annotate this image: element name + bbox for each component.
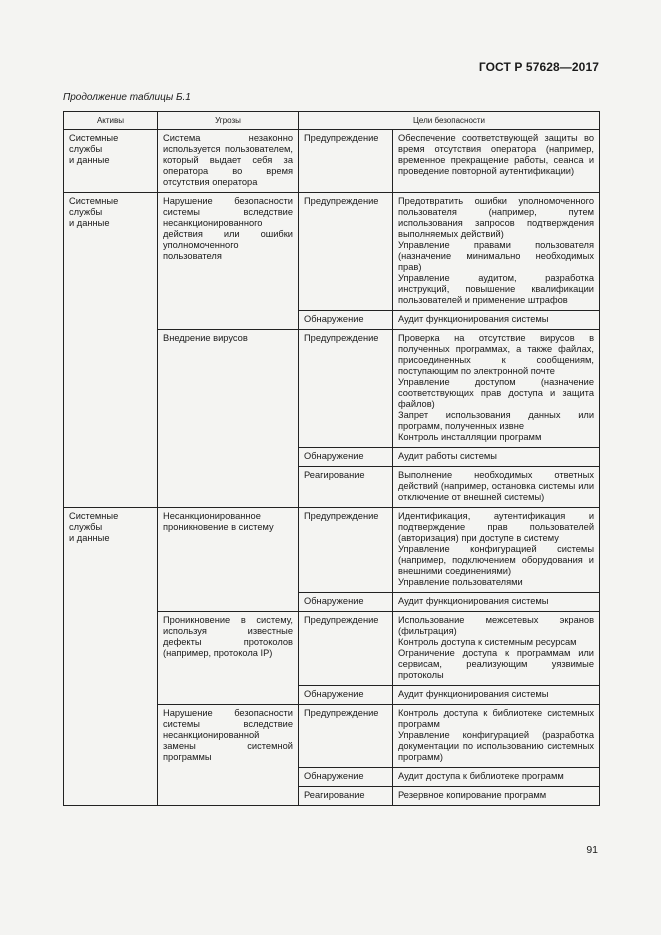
objective-type-cell: Предупреждение (299, 508, 393, 593)
security-measure-cell: Аудит доступа к библиотеке программ (393, 768, 600, 787)
column-header-security-objectives: Цели безопасности (299, 112, 600, 130)
objective-type-cell: Реагирование (299, 787, 393, 806)
objective-type-cell: Реагирование (299, 467, 393, 508)
threat-cell: Нарушение безопасности системы вследствие несанкционированного действия или ошибки уполномоченного пользователя (158, 193, 299, 330)
asset-cell: Системные службы и данные (64, 130, 158, 193)
objective-type-cell: Обнаружение (299, 768, 393, 787)
security-measure-cell: Использование межсетевых экранов (фильтрация) Контроль доступа к системным ресурсам Ограничение доступа к программам или сервисам, реализующим уязвимые протоколы (393, 612, 600, 686)
objective-type-cell: Предупреждение (299, 130, 393, 193)
security-measure-cell: Аудит функционирования системы (393, 593, 600, 612)
threat-cell: Проникновение в систему, используя известные дефекты протоколов (например, протокола IP) (158, 612, 299, 705)
objective-type-cell: Предупреждение (299, 330, 393, 448)
table-body (64, 130, 600, 806)
asset-cell: Системные службы и данные (64, 193, 158, 508)
objective-type-cell: Предупреждение (299, 612, 393, 686)
security-measure-cell: Аудит работы системы (393, 448, 600, 467)
objective-type-cell: Обнаружение (299, 448, 393, 467)
security-measure-cell: Обеспечение соответствующей защиты во время отсутствия оператора (например, временное прекращение работы, сеанса и проведение повторной аутентификации) (393, 130, 600, 193)
security-measure-cell: Резервное копирование программ (393, 787, 600, 806)
threat-cell: Нарушение безопасности системы вследствие несанкционированной замены системной программы (158, 705, 299, 806)
threat-cell: Несанкционированное проникновение в систему (158, 508, 299, 612)
table-header-row (64, 112, 600, 130)
security-objectives-table (63, 111, 600, 806)
table-row (64, 193, 600, 311)
document-code: ГОСТ Р 57628—2017 (478, 60, 599, 74)
column-header-assets: Активы (64, 112, 158, 130)
security-measure-cell: Контроль доступа к библиотеке системных программ Управление конфигурацией (разработка документации по использованию системных программ) (393, 705, 600, 768)
page-number: 91 (586, 844, 598, 856)
security-measure-cell: Идентификация, аутентификация и подтверждение прав пользователей (авторизация) при доступе в систему Управление конфигурацией системы (например, подключением оборудования и внешними соединениями) Управление пользователями (393, 508, 600, 593)
column-header-threats: Угрозы (158, 112, 299, 130)
security-measure-cell: Аудит функционирования системы (393, 311, 600, 330)
table-row (64, 508, 600, 593)
security-measure-cell: Предотвратить ошибки уполномоченного пользователя (например, путем использования запросов подтверждения выполняемых действий) Управление правами пользователя (назначение минимально необходимых прав) Управление аудитом, разработка инструкций, повышение квалификации пользователей и применение штрафов (393, 193, 600, 311)
security-measure-cell: Аудит функционирования системы (393, 686, 600, 705)
asset-cell: Системные службы и данные (64, 508, 158, 806)
objective-type-cell: Обнаружение (299, 686, 393, 705)
objective-type-cell: Предупреждение (299, 193, 393, 311)
security-measure-cell: Проверка на отсутствие вирусов в полученных программах, а также файлах, присоединенных к сообщениям, поступающим по электронной почте Управление доступом (назначение соответствующих прав доступа и защита файлов) Запрет использования данных или программ, полученных извне Контроль инсталляции программ (393, 330, 600, 448)
threat-cell: Внедрение вирусов (158, 330, 299, 508)
table-row (64, 130, 600, 193)
table-continuation-caption: Продолжение таблицы Б.1 (63, 92, 191, 103)
objective-type-cell: Обнаружение (299, 311, 393, 330)
objective-type-cell: Предупреждение (299, 705, 393, 768)
threat-cell: Система незаконно используется пользователем, который выдает себя за оператора во время отсутствия оператора (158, 130, 299, 193)
objective-type-cell: Обнаружение (299, 593, 393, 612)
security-measure-cell: Выполнение необходимых ответных действий (например, остановка системы или отключение от внешней системы) (393, 467, 600, 508)
